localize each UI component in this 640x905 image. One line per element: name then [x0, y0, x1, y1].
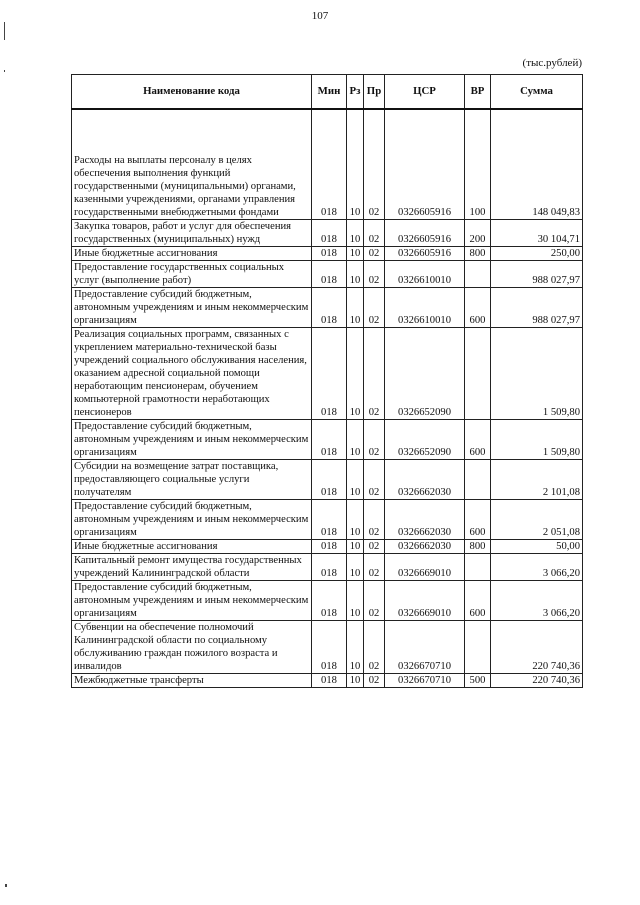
cell-name: Межбюджетные трансферты — [72, 674, 312, 688]
cell-min: 018 — [312, 328, 347, 420]
cell-sum: 148 049,83 — [491, 154, 583, 220]
cell-min: 018 — [312, 261, 347, 288]
cell-sum: 988 027,97 — [491, 261, 583, 288]
cell-rz: 10 — [347, 540, 364, 554]
cell-pr: 02 — [364, 420, 385, 460]
cell-min: 018 — [312, 154, 347, 220]
cell-sum: 2 101,08 — [491, 460, 583, 500]
cell-pr: 02 — [364, 247, 385, 261]
cell-pr: 02 — [364, 460, 385, 500]
cell-csr: 0326610010 — [385, 261, 465, 288]
cell-pr: 02 — [364, 621, 385, 674]
cell-min: 018 — [312, 220, 347, 247]
table-row — [72, 247, 583, 261]
cell-min: 018 — [312, 540, 347, 554]
cell-name: Субсидии на возмещение затрат поставщика, предоставляющего социальные услуги получателям — [72, 460, 312, 500]
cell-vr — [465, 554, 491, 581]
cell-rz: 10 — [347, 288, 364, 328]
header-sum: Сумма — [491, 75, 583, 110]
units-label: (тыс.рублей) — [522, 57, 582, 69]
cell-rz: 10 — [347, 581, 364, 621]
cell-vr: 600 — [465, 420, 491, 460]
cell-vr: 800 — [465, 247, 491, 261]
cell-name: Реализация социальных программ, связанных с укреплением материально-технической базы учреждений социального обслуживания населения, оказанием адресной социальной помощи неработающим пенсионерам, обучением компьютерной грамотности неработающих пенсионеров — [72, 328, 312, 420]
cell-vr: 500 — [465, 674, 491, 688]
table-row — [72, 288, 583, 328]
cell-csr: 0326669010 — [385, 581, 465, 621]
cell-name: Расходы на выплаты персоналу в целях обеспечения выполнения функций государственными (муниципальными) органами, казенными учреждениями, органами управления государственными внебюджетными фондами — [72, 154, 312, 220]
cell-min: 018 — [312, 554, 347, 581]
table-row — [72, 581, 583, 621]
cell-csr: 0326605916 — [385, 247, 465, 261]
cell-rz: 10 — [347, 621, 364, 674]
cell-rz: 10 — [347, 420, 364, 460]
cell-min: 018 — [312, 460, 347, 500]
cell-vr — [465, 261, 491, 288]
cell-csr: 0326652090 — [385, 328, 465, 420]
scan-mark — [4, 22, 5, 40]
cell-name: Предоставление субсидий бюджетным, автономным учреждениям и иным некоммерческим организациям — [72, 581, 312, 621]
budget-table — [71, 74, 583, 688]
cell-vr: 100 — [465, 154, 491, 220]
cell-rz: 10 — [347, 674, 364, 688]
cell-pr: 02 — [364, 288, 385, 328]
page-number: 107 — [311, 10, 329, 22]
cell-csr: 0326670710 — [385, 674, 465, 688]
cell-sum: 3 066,20 — [491, 581, 583, 621]
cell-vr — [465, 328, 491, 420]
cell-rz: 10 — [347, 154, 364, 220]
cell-rz: 10 — [347, 328, 364, 420]
cell-pr: 02 — [364, 261, 385, 288]
cell-min: 018 — [312, 420, 347, 460]
cell-name: Предоставление субсидий бюджетным, автономным учреждениям и иным некоммерческим организациям — [72, 500, 312, 540]
cell-rz: 10 — [347, 261, 364, 288]
table-row — [72, 261, 583, 288]
cell-name: Предоставление государственных социальных услуг (выполнение работ) — [72, 261, 312, 288]
cell-csr: 0326662030 — [385, 500, 465, 540]
cell-pr: 02 — [364, 540, 385, 554]
scan-mark — [5, 884, 7, 887]
cell-sum: 1 509,80 — [491, 420, 583, 460]
table-row — [72, 460, 583, 500]
table-row — [72, 500, 583, 540]
cell-sum: 220 740,36 — [491, 621, 583, 674]
table-row — [72, 540, 583, 554]
cell-rz: 10 — [347, 500, 364, 540]
cell-pr: 02 — [364, 500, 385, 540]
cell-name: Предоставление субсидий бюджетным, автономным учреждениям и иным некоммерческим организациям — [72, 420, 312, 460]
cell-min: 018 — [312, 500, 347, 540]
table-row — [72, 220, 583, 247]
cell-pr: 02 — [364, 554, 385, 581]
cell-csr: 0326605916 — [385, 220, 465, 247]
header-min: Мин — [312, 75, 347, 110]
cell-sum: 30 104,71 — [491, 220, 583, 247]
cell-csr: 0326662030 — [385, 540, 465, 554]
cell-vr: 800 — [465, 540, 491, 554]
cell-pr: 02 — [364, 674, 385, 688]
header-csr: ЦСР — [385, 75, 465, 110]
cell-vr: 600 — [465, 500, 491, 540]
cell-name: Капитальный ремонт имущества государственных учреждений Калининградской области — [72, 554, 312, 581]
cell-vr — [465, 621, 491, 674]
cell-sum: 988 027,97 — [491, 288, 583, 328]
cell-sum: 3 066,20 — [491, 554, 583, 581]
cell-sum: 1 509,80 — [491, 328, 583, 420]
cell-min: 018 — [312, 674, 347, 688]
header-vr: ВР — [465, 75, 491, 110]
table-row — [72, 420, 583, 460]
cell-pr: 02 — [364, 581, 385, 621]
cell-csr: 0326670710 — [385, 621, 465, 674]
cell-min: 018 — [312, 621, 347, 674]
cell-vr — [465, 460, 491, 500]
cell-name: Предоставление субсидий бюджетным, автономным учреждениям и иным некоммерческим организациям — [72, 288, 312, 328]
cell-vr: 600 — [465, 288, 491, 328]
table-row — [72, 674, 583, 688]
cell-vr: 600 — [465, 581, 491, 621]
header-pr: Пр — [364, 75, 385, 110]
cell-pr: 02 — [364, 220, 385, 247]
header-name: Наименование кода — [72, 75, 312, 110]
cell-name: Иные бюджетные ассигнования — [72, 540, 312, 554]
cell-min: 018 — [312, 288, 347, 328]
cell-pr: 02 — [364, 154, 385, 220]
table-row — [72, 621, 583, 674]
table-row — [72, 554, 583, 581]
cell-csr: 0326662030 — [385, 460, 465, 500]
table-row — [72, 328, 583, 420]
cell-sum: 50,00 — [491, 540, 583, 554]
cell-rz: 10 — [347, 247, 364, 261]
cell-min: 018 — [312, 581, 347, 621]
cell-name: Иные бюджетные ассигнования — [72, 247, 312, 261]
cell-sum: 250,00 — [491, 247, 583, 261]
cell-rz: 10 — [347, 554, 364, 581]
cell-csr: 0326610010 — [385, 288, 465, 328]
cell-rz: 10 — [347, 220, 364, 247]
header-rz: Рз — [347, 75, 364, 110]
cell-name: Субвенции на обеспечение полномочий Калининградской области по социальному обслуживанию граждан пожилого возраста и инвалидов — [72, 621, 312, 674]
cell-rz: 10 — [347, 460, 364, 500]
cell-csr: 0326652090 — [385, 420, 465, 460]
table-spacer-row — [72, 109, 583, 154]
cell-pr: 02 — [364, 328, 385, 420]
cell-vr: 200 — [465, 220, 491, 247]
cell-sum: 2 051,08 — [491, 500, 583, 540]
scan-mark — [4, 70, 5, 72]
cell-name: Закупка товаров, работ и услуг для обеспечения государственных (муниципальных) нужд — [72, 220, 312, 247]
cell-csr: 0326669010 — [385, 554, 465, 581]
table-row — [72, 154, 583, 220]
cell-min: 018 — [312, 247, 347, 261]
table-header-row — [72, 75, 583, 110]
cell-sum: 220 740,36 — [491, 674, 583, 688]
cell-csr: 0326605916 — [385, 154, 465, 220]
